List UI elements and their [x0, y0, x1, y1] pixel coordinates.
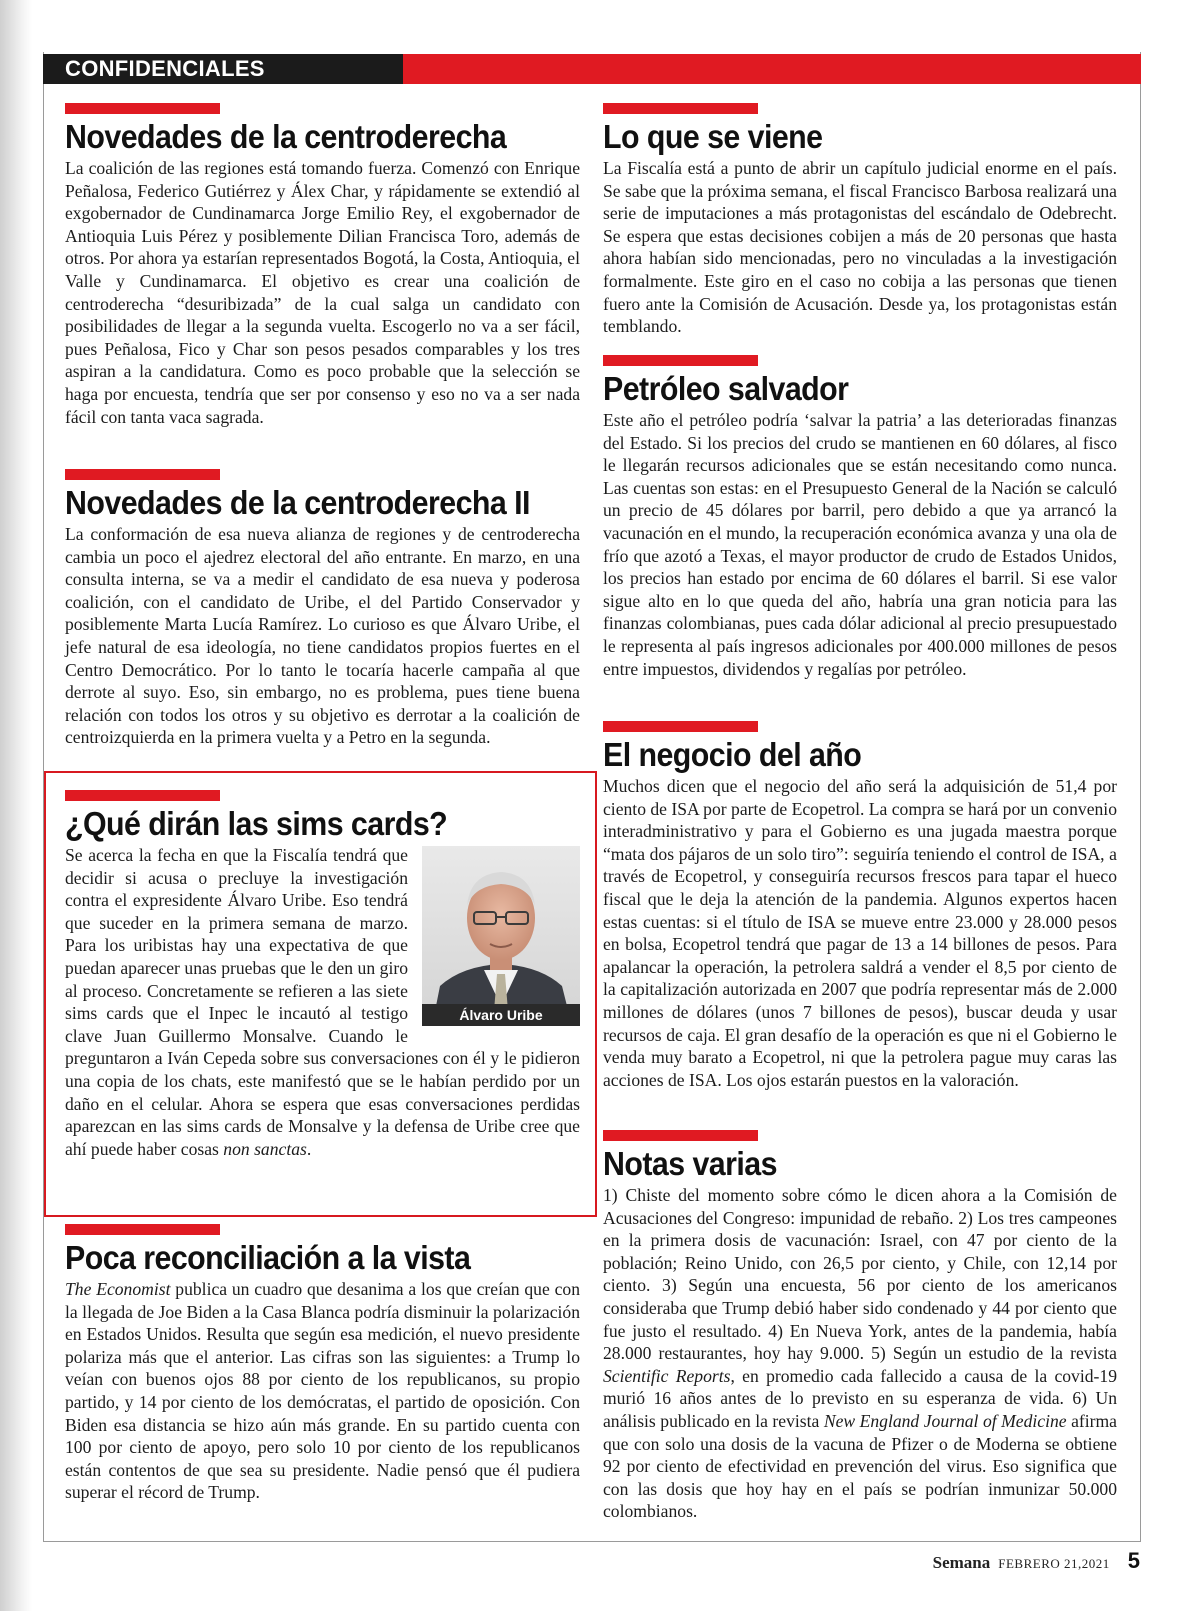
- red-accent-bar: [603, 721, 758, 732]
- page-edge-shadow: [0, 0, 32, 1611]
- section-title: CONFIDENCIALES: [43, 54, 403, 84]
- page-number: 5: [1127, 1548, 1140, 1573]
- article-notas-varias: [603, 1130, 1117, 1523]
- section-banner: [43, 54, 1141, 84]
- magazine-name: Semana: [932, 1553, 991, 1572]
- article-body: 1) Chiste del momento sobre cómo le dicen ahora a la Comisión de Acusaciones del Congreso: impunidad de rebaño. 2) Los tres campeones en la primera dosis de vacunación: Israel, con 47 por ciento de la población; Reino Unido, con 26,5 por ciento, y Chile, con 12,14 por ciento. 3) Según una encuesta, 56 por ciento de los americanos consideraba que Trump debió haber sido condenado y 44 por ciento que fue justo el resultado. 4) En Nueva York, antes de la pandemia, había 28.000 restaurantes, hoy hay 9.000. 5) Según un estudio de la revista Scientific Reports, en promedio cada fallecido a causa de la covid-19 murió 16 años antes de lo previsto en su esperanza de vida. 6) Un análisis publicado en la revista New England Journal of Medicine afirma que con solo una dosis de la vacuna de Pfizer o de Moderna se obtiene 92 por ciento de efectividad en prevención del virus. Eso significa que con las dosis que hoy hay en el país se podrían inmunizar 50.000 colombianos.: [603, 1185, 1117, 1522]
- article-petroleo: [603, 355, 1117, 680]
- red-accent-bar: [603, 103, 758, 114]
- headline: ¿Qué dirán las sims cards?: [65, 805, 448, 842]
- journal-name: New England Journal of Medicine: [823, 1410, 1067, 1431]
- publication-name: The Economist: [65, 1279, 171, 1299]
- latin-phrase: non sanctas: [223, 1138, 307, 1159]
- article-negocio: [603, 721, 1117, 1091]
- headline: Petróleo salvador: [603, 370, 849, 407]
- headline: Lo que se viene: [603, 118, 823, 155]
- photo-caption: Álvaro Uribe: [422, 1004, 580, 1026]
- article-body: La coalición de las regiones está tomando fuerza. Comenzó con Enrique Peñalosa, Federico Gutiérrez y Álex Char, y rápidamente se extendió al exgobernador de Cundinamarca Jorge Emilio Rey, el exgobernador de Antioquia Luis Pérez y posiblemente Dilian Francisca Toro, además de otros. Por ahora ya estarían representados Bogotá, la Costa, Antioquia, el Valle y Cundinamarca. El objetivo es crear una coalición de centroderecha “desuribizada” de la cual salga un candidato con posibilidades de llegar a la segunda vuelta. Escogerlo no va a ser fácil, pues Peñalosa, Fico y Char son pesos pesados comparables y los tres aspiran a la candidatura. Como es poco probable que la selección se haga por encuesta, tendría que ser por consenso y eso no va a ser nada fácil con tanta vaca sagrada.: [65, 158, 580, 427]
- red-accent-bar: [65, 1224, 220, 1235]
- article-sims-cards: [65, 790, 580, 1160]
- red-accent-bar: [603, 355, 758, 366]
- issue-date: FEBRERO 21,2021: [998, 1556, 1110, 1571]
- portrait-photo: [422, 846, 580, 1026]
- red-accent-bar: [603, 1130, 758, 1141]
- article-body: Muchos dicen que el negocio del año será la adquisición de 51,4 por ciento de ISA por parte de Ecopetrol. La compra se hará por un convenio interadministrativo y para el Gobierno es una jugada maestra porque “mata dos pájaros de un solo tiro”: seguiría teniendo el control de ISA, a través de Ecopetrol, y conseguiría recursos frescos para tapar el hueco fiscal que le deja la atención de la pandemia. Algunos expertos hacen estas cuentas: si el título de ISA se mueve entre 23.000 y 28.000 pesos en bolsa, Ecopetrol tendrá que pagar de 13 a 14 billones de pesos. Para apalancar la operación, la petrolera saldrá a vender el 8,5 por ciento de la capitalización autorizada en 2007 que podría representar más de 2.000 millones de dólares (unos 7 billones de pesos), buscar deuda y usar recursos de caja. El gran desafío de la operación es que ni el Gobierno le venda muy barato a Ecopetrol, ni que la petrolera pague muy caras las acciones de ISA. Los ojos estarán puestos en la valoración.: [603, 776, 1117, 1090]
- article-lo-que-se-viene: [603, 103, 1117, 338]
- headline: Novedades de la centroderecha: [65, 118, 507, 155]
- red-accent-bar: [65, 790, 220, 801]
- headline: El negocio del año: [603, 736, 862, 773]
- article-novedades-ii: [65, 469, 580, 749]
- article-novedades: [65, 103, 580, 428]
- banner-red-bar: [403, 54, 1141, 84]
- portrait-illustration: [422, 846, 580, 1026]
- headline: Novedades de la centroderecha II: [65, 484, 530, 521]
- journal-name: Scientific Reports: [603, 1365, 731, 1386]
- article-body: La Fiscalía está a punto de abrir un capítulo judicial enorme en el país. Se sabe que la próxima semana, el fiscal Francisco Barbosa realizará una serie de imputaciones a más protagonistas del escándalo de Odebrecht. Se espera que estas decisiones cobijen a más de 20 personas que hasta ahora habían sido mencionadas, pero no vinculadas a la investigación formalmente. Este giro en el caso no cobija a las personas que tienen fuero ante la Comisión de Acusación. Desde ya, los protagonistas están temblando.: [603, 158, 1117, 337]
- article-body: La conformación de esa nueva alianza de regiones y de centroderecha cambia un poco el ajedrez electoral del año entrante. En marzo, en una consulta interna, se va a medir el candidato de esa nueva y poderosa coalición, con el candidato de Uribe, el del Partido Conservador y posiblemente Marta Lucía Ramírez. Lo curioso es que Álvaro Uribe, el jefe natural de esa ideología, no tiene candidatos propios fuertes en el Centro Democrático. Por lo tanto le tocaría hacerle campaña al que derrote al suyo. Eso, sin embargo, no es problema, pues tiene buena relación con todos los otros y su objetivo es derrotar a la coalición de centroizquierda en la primera vuelta y a Petro en la segunda.: [65, 524, 580, 748]
- article-body: Se acerca la fecha en que la Fiscalía tendrá que decidir si acusa o precluye la investigación contra el expresidente Álvaro Uribe. Eso tendrá que suceder en la primera semana de marzo. Para los uribistas hay una expectativa de que puedan aparecer unas pruebas que le den un giro al proceso. Concretamente se refieren a las siete sims cards que el Inpec le incautó al testigo clave Juan Guillermo Monsalve. Cuando le preguntaron a Iván Cepeda sobre sus conversaciones con él y le pidieron una copia de los chats, este manifestó que se le habían perdido por un daño en el celular. Ahora se espera que esas conversaciones perdidas aparezcan en las sims cards de Monsalve y la defensa de Uribe cree que ahí puede haber cosas non sanctas.: [65, 845, 580, 1159]
- article-reconciliacion: [65, 1224, 580, 1504]
- headline: Poca reconciliación a la vista: [65, 1239, 471, 1276]
- page-footer: [860, 1548, 1140, 1578]
- headline: Notas varias: [603, 1145, 777, 1182]
- article-body: The Economist publica un cuadro que desanima a los que creían que con la llegada de Joe Biden a la Casa Blanca podría disminuir la polarización en Estados Unidos. Resulta que según esa medición, el nuevo presidente polariza más que el anterior. Las cifras son las siguientes: a Trump lo veían con buenos ojos 88 por ciento de los republicanos, su propio partido, y 14 por ciento de los demócratas, el partido de oposición. Con Biden esa distancia se hizo aún más grande. En su partido cuenta con 100 por ciento de apoyo, pero solo 10 por ciento de los republicanos están contentos de que sea su presidente. Nadie pensó que él pudiera superar el récord de Trump.: [65, 1279, 580, 1503]
- red-accent-bar: [65, 469, 220, 480]
- article-body: Este año el petróleo podría ‘salvar la patria’ a las deterioradas finanzas del Estado. Si los precios del crudo se mantienen en 60 dólares, al fisco le llegarán recursos adicionales que se están necesitando como nunca. Las cuentas son estas: en el Presupuesto General de la Nación se calculó un precio de 45 dólares por barril, pero debido a que ya arrancó la vacunación en el mundo, la recuperación económica avanza y una ola de frío que azotó a Texas, el mayor productor de crudo de Estados Unidos, los precios han estado por encima de 60 dólares el barril. Si ese valor sigue alto en lo que queda del año, habría una gran noticia para las finanzas colombianas, pues cada dólar adicional al precio presupuestado le representa al país ingresos adicionales por 400.000 millones de pesos entre impuestos, dividendos y regalías por petróleo.: [603, 410, 1117, 679]
- red-accent-bar: [65, 103, 220, 114]
